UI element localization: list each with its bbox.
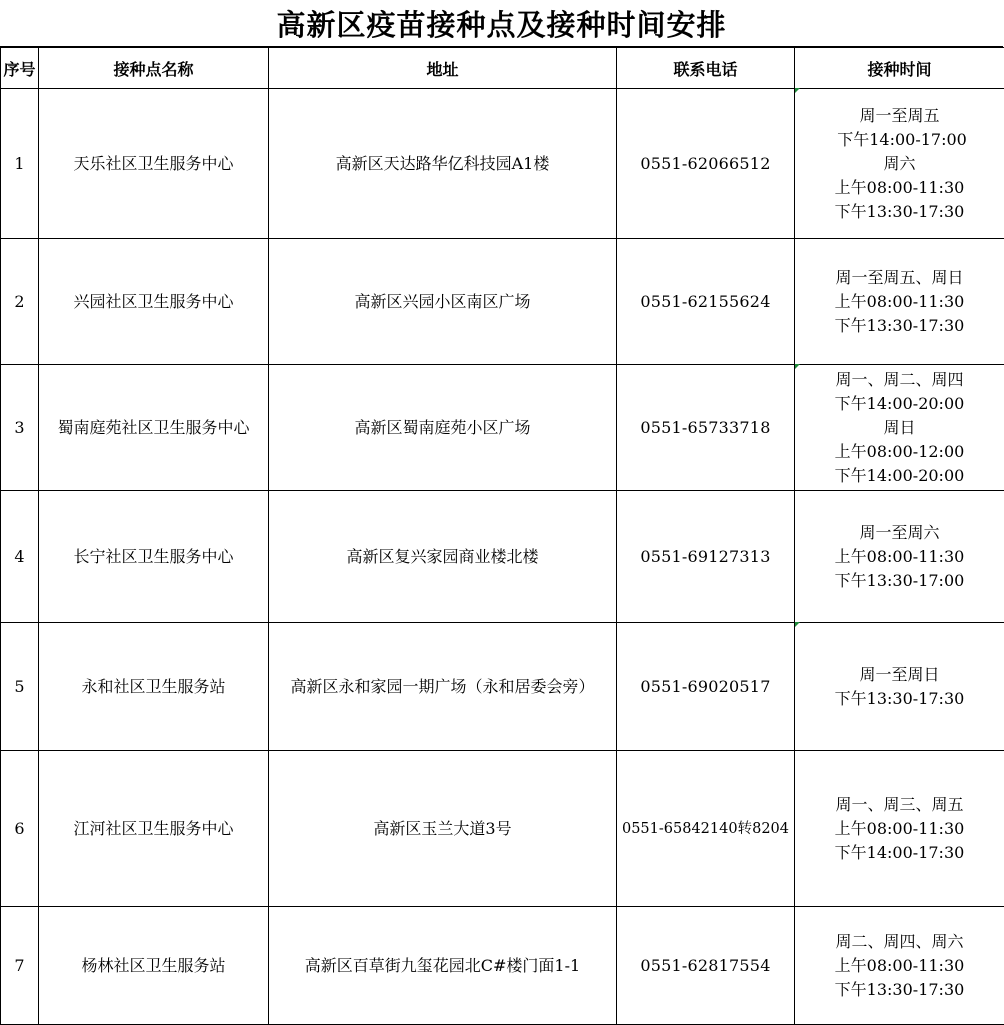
cell-site-name[interactable]: 杨林社区卫生服务站 <box>39 907 269 1025</box>
hours-line: 周日 <box>883 417 916 437</box>
cell-site-name[interactable]: 江河社区卫生服务中心 <box>39 751 269 907</box>
cell-hours[interactable] <box>795 491 1004 623</box>
hours-line: 周一、周三、周五 <box>835 794 964 814</box>
hours-line: 下午14:00-20:00 <box>834 465 965 485</box>
hours-line: 下午13:30-17:30 <box>834 688 965 708</box>
hours-line: 周一至周五、周日 <box>835 267 964 287</box>
cell-seq[interactable]: 2 <box>1 239 39 365</box>
hours-line: 周一至周六 <box>859 522 940 542</box>
cell-address[interactable]: 高新区复兴家园商业楼北楼 <box>269 491 617 623</box>
cell-comment-marker <box>795 622 800 627</box>
table-row <box>1 239 1004 365</box>
cell-site-name[interactable]: 长宁社区卫生服务中心 <box>39 491 269 623</box>
cell-address[interactable]: 高新区天达路华亿科技园A1楼 <box>269 89 617 239</box>
hours-line: 下午14:00-20:00 <box>834 393 965 413</box>
hours-line: 下午13:30-17:30 <box>834 201 965 221</box>
cell-address[interactable]: 高新区百草街九玺花园北C#楼门面1-1 <box>269 907 617 1025</box>
hours-line: 下午14:00-17:00 <box>832 129 967 149</box>
hours-line: 上午08:00-12:00 <box>834 441 965 461</box>
vaccination-schedule-table <box>0 47 1004 1025</box>
cell-phone[interactable]: 0551-65733718 <box>617 365 795 491</box>
cell-seq[interactable]: 7 <box>1 907 39 1025</box>
hours-line: 上午08:00-11:30 <box>834 818 965 838</box>
cell-hours[interactable] <box>795 751 1004 907</box>
cell-seq[interactable]: 5 <box>1 623 39 751</box>
cell-seq[interactable]: 3 <box>1 365 39 491</box>
cell-seq[interactable]: 1 <box>1 89 39 239</box>
table-row <box>1 491 1004 623</box>
hours-line: 上午08:00-11:30 <box>834 955 965 975</box>
cell-phone[interactable]: 0551-69127313 <box>617 491 795 623</box>
hours-line: 周一至周五 <box>859 105 940 125</box>
hours-line: 上午08:00-11:30 <box>834 177 965 197</box>
hours-line: 周一至周日 <box>859 664 940 684</box>
hours-line: 下午13:30-17:30 <box>834 979 965 999</box>
cell-site-name[interactable]: 永和社区卫生服务站 <box>39 623 269 751</box>
table-row <box>1 365 1004 491</box>
cell-comment-marker <box>795 364 800 369</box>
cell-comment-marker <box>795 88 800 93</box>
hours-line: 上午08:00-11:30 <box>834 546 965 566</box>
table-row <box>1 623 1004 751</box>
cell-address[interactable]: 高新区玉兰大道3号 <box>269 751 617 907</box>
cell-phone[interactable]: 0551-62155624 <box>617 239 795 365</box>
cell-phone[interactable]: 0551-62066512 <box>617 89 795 239</box>
cell-seq[interactable]: 4 <box>1 491 39 623</box>
header-hours[interactable]: 接种时间 <box>795 48 1004 89</box>
cell-phone[interactable]: 0551-62817554 <box>617 907 795 1025</box>
hours-line: 下午13:30-17:30 <box>834 315 965 335</box>
header-address[interactable]: 地址 <box>269 48 617 89</box>
cell-hours[interactable] <box>795 239 1004 365</box>
header-site-name[interactable]: 接种点名称 <box>39 48 269 89</box>
hours-line: 周一、周二、周四 <box>835 369 964 389</box>
hours-line: 下午14:00-17:30 <box>834 842 965 862</box>
table-row <box>1 907 1004 1025</box>
header-seq[interactable]: 序号 <box>1 48 39 89</box>
cell-address[interactable]: 高新区兴园小区南区广场 <box>269 239 617 365</box>
cell-hours[interactable] <box>795 623 1004 751</box>
hours-line: 周二、周四、周六 <box>835 931 964 951</box>
table-row <box>1 751 1004 907</box>
header-phone[interactable]: 联系电话 <box>617 48 795 89</box>
cell-address[interactable]: 高新区永和家园一期广场（永和居委会旁） <box>269 623 617 751</box>
cell-hours[interactable] <box>795 365 1004 491</box>
cell-phone[interactable]: 0551-65842140转8204 <box>617 751 795 907</box>
cell-hours[interactable] <box>795 907 1004 1025</box>
cell-phone[interactable]: 0551-69020517 <box>617 623 795 751</box>
cell-hours[interactable] <box>795 89 1004 239</box>
header-row <box>1 48 1004 89</box>
sheet-title: 高新区疫苗接种点及接种时间安排 <box>0 0 1003 47</box>
cell-site-name[interactable]: 兴园社区卫生服务中心 <box>39 239 269 365</box>
cell-seq[interactable]: 6 <box>1 751 39 907</box>
hours-line: 周六 <box>883 153 916 173</box>
hours-line: 上午08:00-11:30 <box>834 291 965 311</box>
hours-line: 下午13:30-17:00 <box>834 570 965 590</box>
cell-address[interactable]: 高新区蜀南庭苑小区广场 <box>269 365 617 491</box>
cell-site-name[interactable]: 蜀南庭苑社区卫生服务中心 <box>39 365 269 491</box>
table-row <box>1 89 1004 239</box>
cell-site-name[interactable]: 天乐社区卫生服务中心 <box>39 89 269 239</box>
